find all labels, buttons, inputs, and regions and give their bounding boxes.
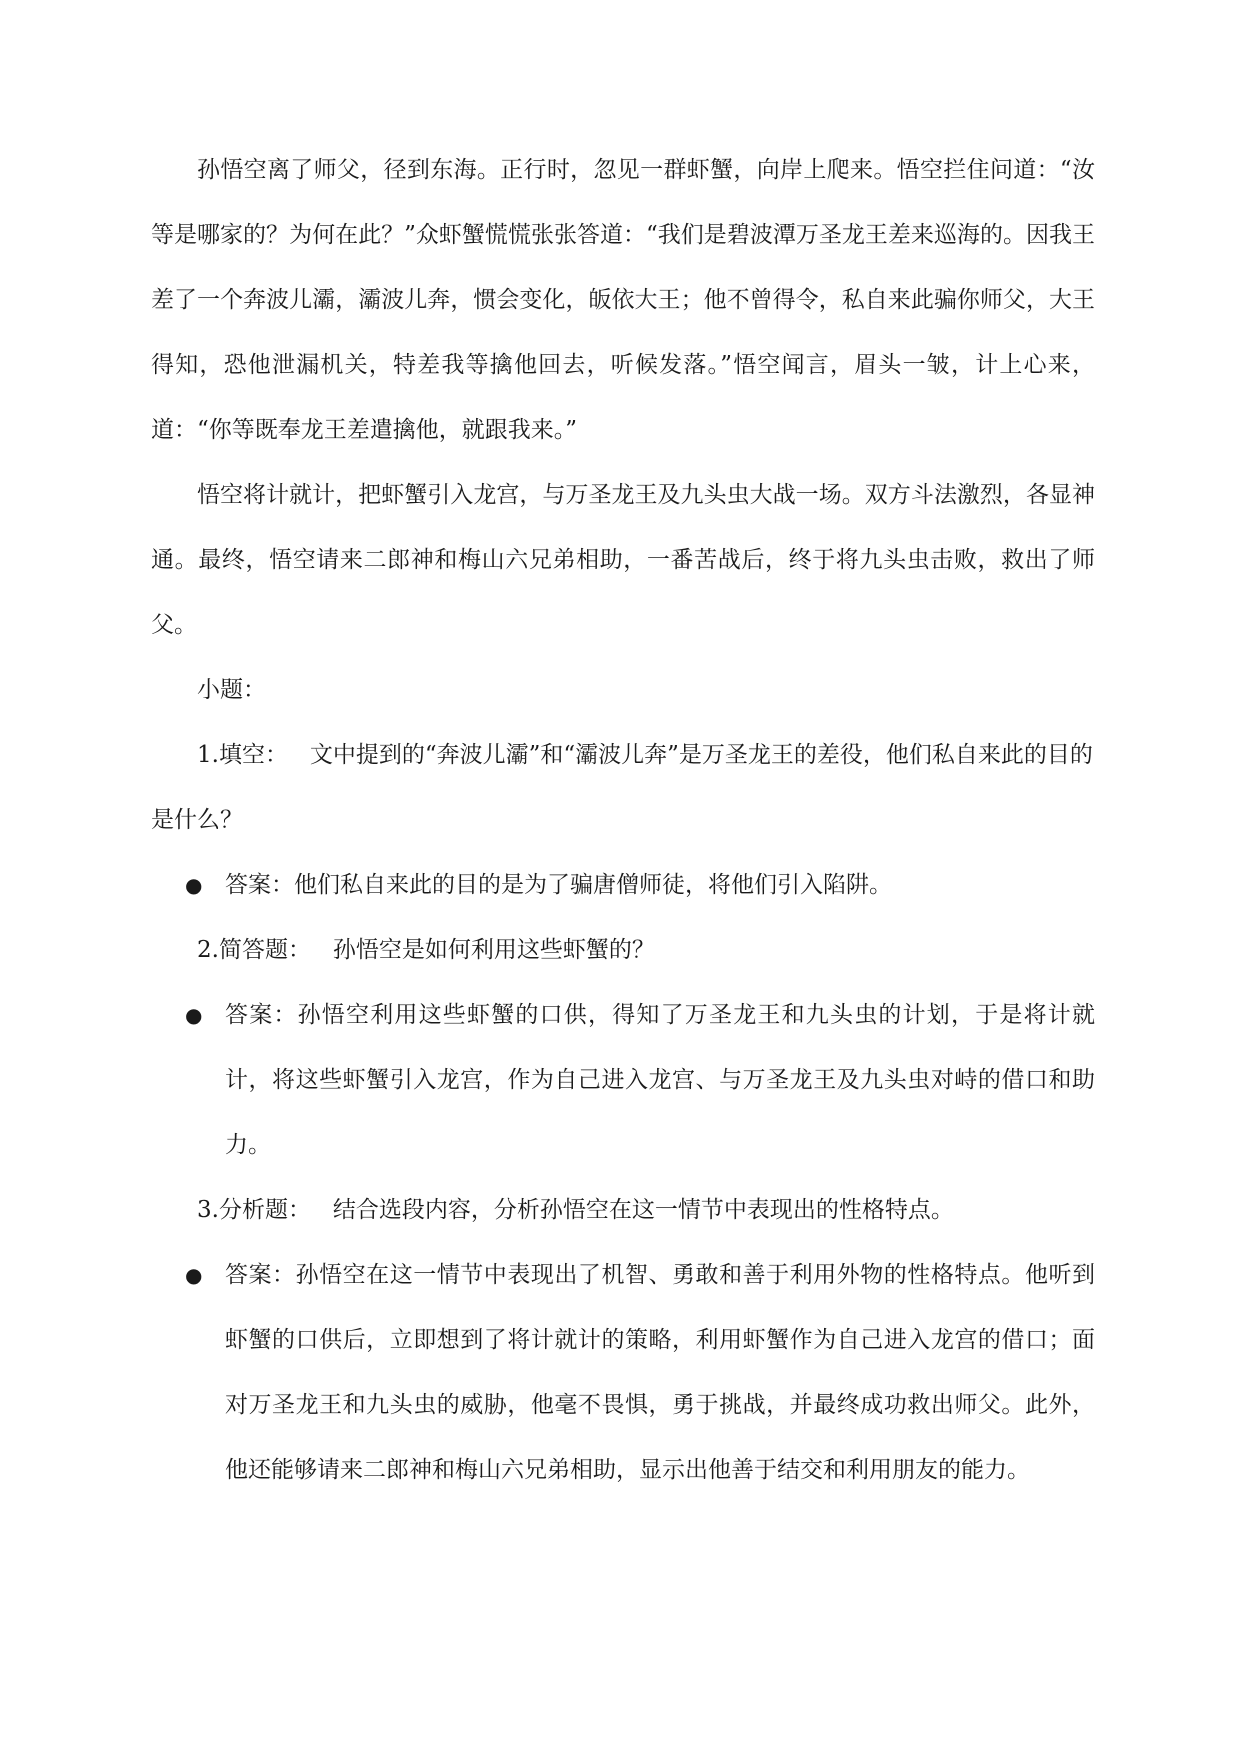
answer-3: [151, 1243, 1095, 1503]
question-1-label: 1.填空：: [197, 742, 288, 768]
answer-list-1: [151, 853, 1095, 918]
story-paragraph-2: 悟空将计就计，把虾蟹引入龙宫，与万圣龙王及九头虫大战一场。双方斗法激烈，各显神通。最终，悟空请来二郎神和梅山六兄弟相助，一番苦战后，终于将九头虫击败，救出了师父。: [151, 482, 1095, 638]
answer-1: [151, 853, 1095, 918]
answer-list-3: [151, 1243, 1095, 1503]
bullet-icon: ●: [185, 873, 203, 897]
answer-1-text: 答案：他们私自来此的目的是为了骗唐僧师徒，将他们引入陷阱。: [225, 872, 892, 898]
question-2-label: 2.简答题：: [197, 937, 311, 963]
answer-list-2: [151, 983, 1095, 1178]
story-paragraph-1: 孙悟空离了师父，径到东海。正行时，忽见一群虾蟹，向岸上爬来。悟空拦住问道：“汝等是哪家的？为何在此？”众虾蟹慌慌张张答道：“我们是碧波潭万圣龙王差来巡海的。因我王差了一个奔波儿灞，灞波儿奔，惯会变化，皈依大王；他不曾得令，私自来此骗你师父，大王得知，恐他泄漏机关，特差我等擒他回去，听候发落。”悟空闻言，眉头一皱，计上心来，道：“你等既奉龙王差遣擒他，就跟我来。”: [151, 157, 1095, 443]
answer-2: [151, 983, 1095, 1178]
question-3-label: 3.分析题：: [197, 1197, 311, 1223]
answer-3-text: 答案：孙悟空在这一情节中表现出了机智、勇敢和善于利用外物的性格特点。他听到虾蟹的口供后，立即想到了将计就计的策略，利用虾蟹作为自己进入龙宫的借口；面对万圣龙王和九头虫的威胁，他毫不畏惧，勇于挑战，并最终成功救出师父。此外，他还能够请来二郎神和梅山六兄弟相助，显示出他善于结交和利用朋友的能力。: [225, 1262, 1095, 1483]
question-1: [151, 723, 1095, 853]
question-3-text: 结合选段内容，分析孙悟空在这一情节中表现出的性格特点。: [332, 1197, 954, 1223]
document-page: [151, 138, 1095, 1503]
answer-2-text: 答案：孙悟空利用这些虾蟹的口供，得知了万圣龙王和九头虫的计划，于是将计就计，将这些虾蟹引入龙宫，作为自己进入龙宫、与万圣龙王及九头虫对峙的借口和助力。: [225, 1002, 1095, 1158]
question-2: [151, 918, 1095, 983]
section-label: 小题：: [197, 677, 266, 703]
bullet-icon: ●: [185, 1003, 203, 1027]
question-3: [151, 1178, 1095, 1243]
bullet-icon: ●: [185, 1263, 203, 1287]
question-1-text: 文中提到的“奔波儿灞”和“灞波儿奔”是万圣龙王的差役，他们私自来此的目的是什么？: [151, 742, 1093, 833]
question-2-text: 孙悟空是如何利用这些虾蟹的？: [332, 937, 655, 963]
